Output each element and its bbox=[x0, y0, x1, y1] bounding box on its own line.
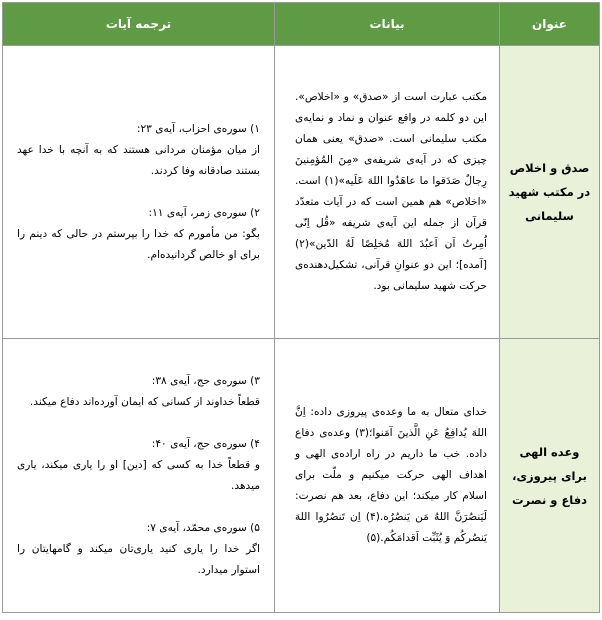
table-row bbox=[3, 339, 600, 613]
table-row bbox=[3, 46, 600, 339]
verse-translation: بگو: من مأمورم که خدا را بپرستم در حالی که دینم را برای او خالص گردانیده‌ام. bbox=[17, 227, 260, 261]
header-row bbox=[3, 3, 600, 46]
row-explanation: خدای متعال به ما وعده‌ی پیروزی داده: اِنَّ اللهَ یُدافِعُ عَنِ الَّذینَ آمَنوا؛(۳) وعده‌ی دفاع داده. خب ما داریم در راه اراده‌ی الهی و اهداف الهی حرکت میکنیم و ملّت برای اسلام کار میکند؛ این دفاع، بعد هم نصرت: لَیَنصُرَنَّ اللهُ مَن یَنصُرُه.(۴) اِن تَنصُرُوا اللهَ یَنصُرکُم وَ یُثَبِّت اَقدامَکُم.(۵) bbox=[275, 339, 500, 613]
verse-reference: ۵) سوره‌ی محمّد، آیه‌ی ۷: bbox=[146, 521, 260, 534]
verses-table bbox=[2, 2, 600, 613]
header-explanation: بیانات bbox=[275, 3, 500, 46]
verse-translation: از میان مؤمنان مردانی هستند که به آنچه با خدا عهد بستند صادقانه وفا کردند. bbox=[17, 143, 260, 177]
row-title: صدق و اخلاص در مکتب شهید سلیمانی bbox=[500, 46, 600, 339]
row-translations bbox=[3, 46, 275, 339]
verse-reference: ۴) سوره‌ی حج، آیه‌ی ۴۰: bbox=[151, 437, 260, 450]
verse-translation: قطعاً خداوند از کسانی که ایمان آورده‌اند دفاع میکند. bbox=[29, 395, 260, 408]
verse-reference: ۲) سوره‌ی زمر، آیه‌ی ۱۱: bbox=[148, 206, 260, 219]
header-title: عنوان bbox=[500, 3, 600, 46]
row-explanation: مکتب عبارت است از «صدق» و «اخلاص». این دو کلمه در واقع عنوان و نماد و نمایه‌ی مکتب سلیمانی است. «صدق» یعنی همان چیزی که در آیه‌ی شریفه‌ی «مِنَ المُؤمِنینَ رِجالٌ صَدَقوا ما عاهَدُوا اللهَ عَلَیه»(۱) است. «اخلاص» هم همین است که در آیات متعدّد قرآن از جمله این آیه‌ی شریفه «قُل اِنّی اُمِرتُ اَن اَعبُدَ اللهَ مُخلِصًا لَهُ الدّین»(۲) [آمده]؛ این دو عنوانِ قرآنی، تشکیل‌دهنده‌ی حرکت شهید سلیمانی بود. bbox=[275, 46, 500, 339]
row-translations bbox=[3, 339, 275, 613]
verse-translation: و قطعاً خدا به کسی که [دین] او را یاری میکند، یاری میدهد. bbox=[17, 458, 260, 492]
verse-reference: ۳) سوره‌ی حج، آیه‌ی ۳۸: bbox=[151, 374, 260, 387]
row-title: وعده الهی برای پیروزی، دفاع و نصرت bbox=[500, 339, 600, 613]
verse-translation: اگر خدا را یاری کنید یاری‌تان میکند و گامهایتان را استوار میدارد. bbox=[17, 542, 260, 576]
header-translation: ترجمه آیات bbox=[3, 3, 275, 46]
verse-reference: ۱) سوره‌ی احزاب، آیه‌ی ۲۳: bbox=[136, 122, 260, 135]
